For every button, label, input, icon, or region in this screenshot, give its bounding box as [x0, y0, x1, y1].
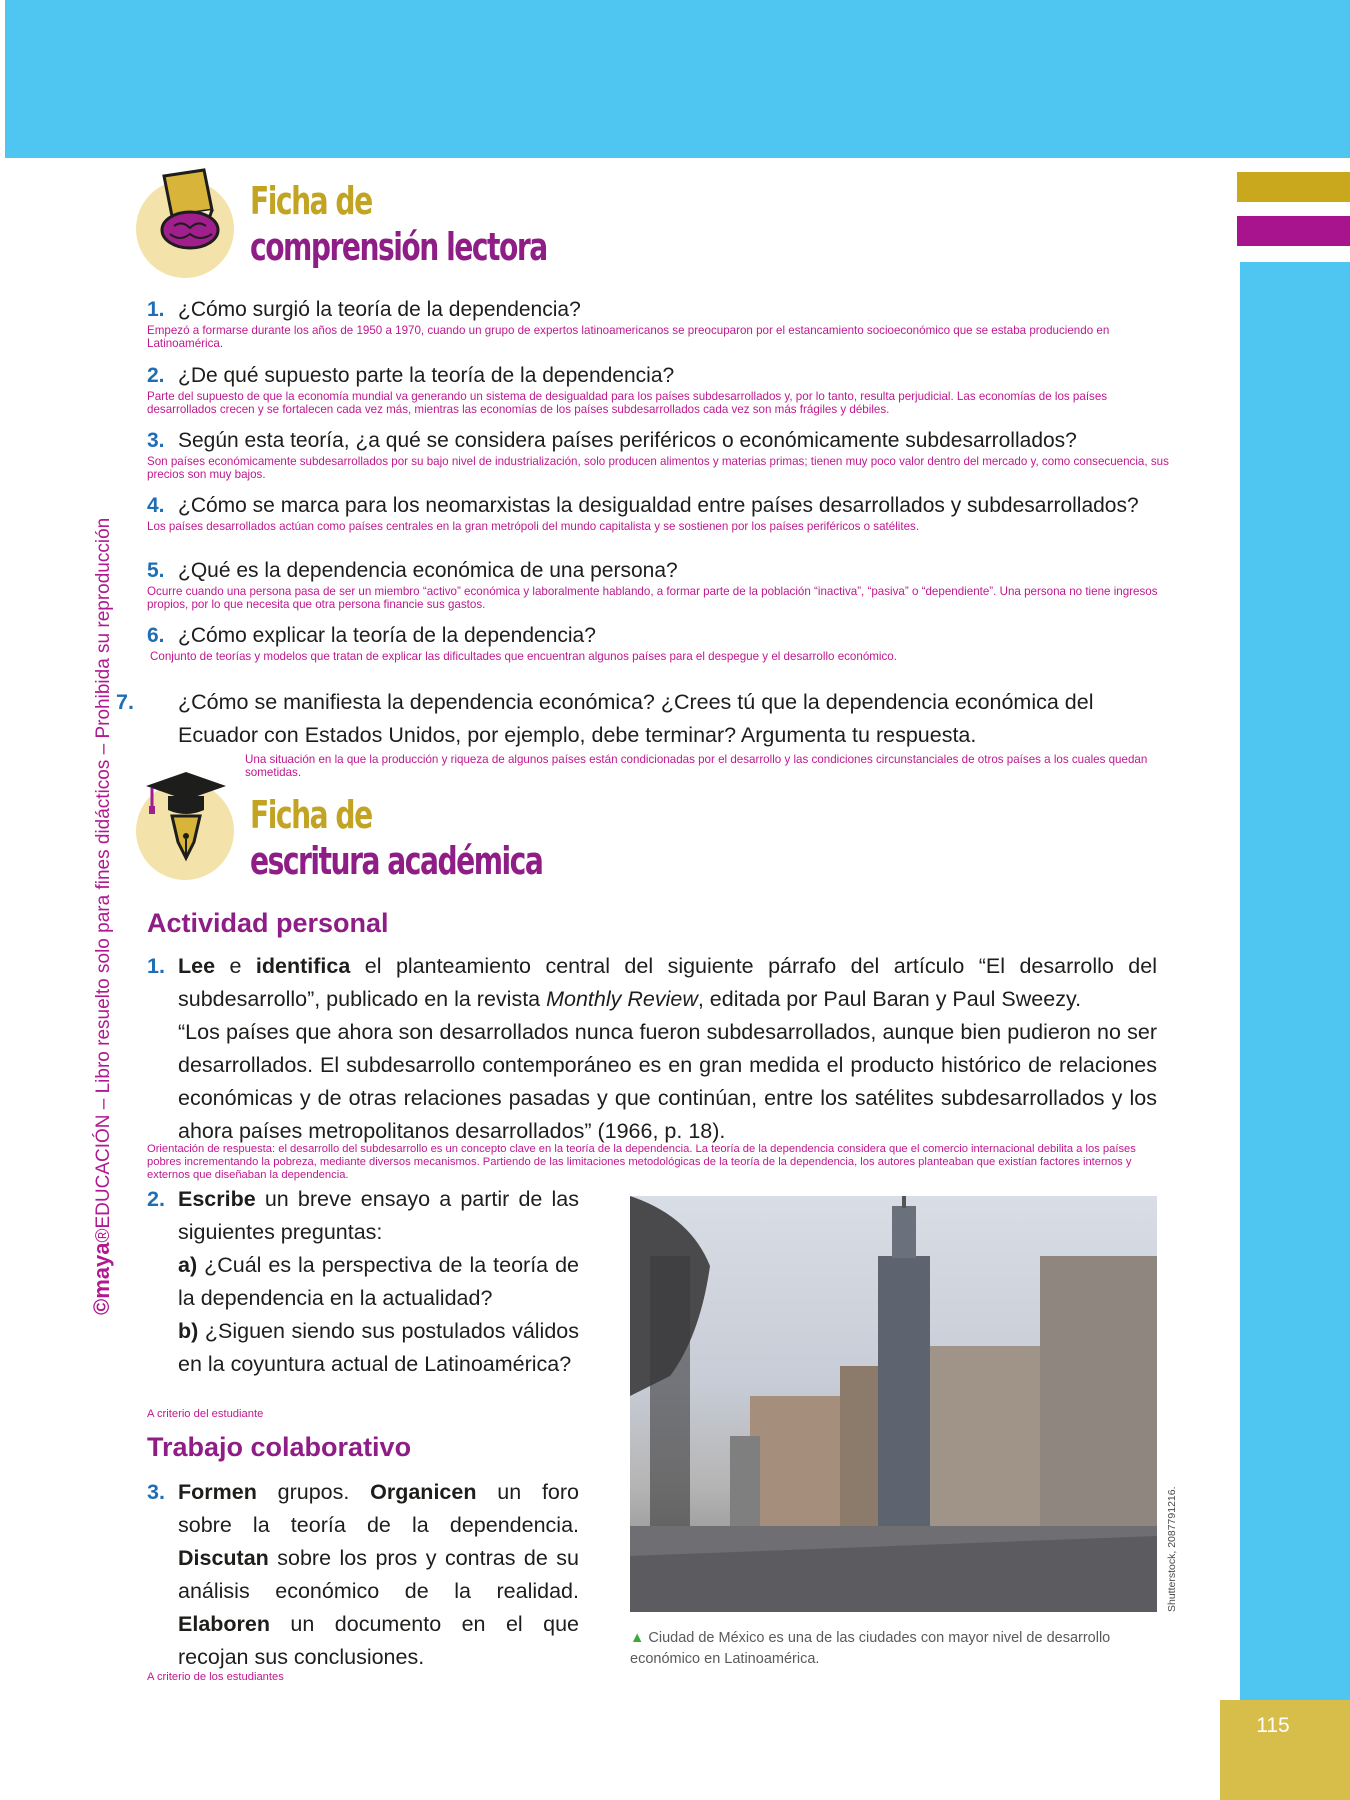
section-title-line2: escritura académica [250, 839, 543, 883]
answer-item-3: A criterio de los estudiantes [147, 1671, 284, 1683]
book-brain-icon [146, 162, 246, 262]
question-text: ¿Cómo surgió la teoría de la dependencia? [178, 298, 581, 321]
side-magenta-bar [1237, 216, 1350, 246]
answer-item-2: A criterio del estudiante [147, 1408, 264, 1420]
item-number: 1. [147, 954, 165, 978]
activity-item-1 [147, 950, 1157, 1148]
section-title-line2: comprensión lectora [250, 225, 547, 269]
copyright-text: ®EDUCACIÓN – Libro resuelto solo para fines didácticos – Prohibida su reproducción [93, 517, 114, 1243]
city-photo [630, 1196, 1157, 1612]
heading-actividad-personal: Actividad personal [147, 908, 389, 938]
sub-label-b: b) [178, 1319, 199, 1343]
quote-paragraph: “Los países que ahora son desarrollados nunca fueron subdesarrollados, aunque bien pudieron no ser desarrollados. El subdesarrollo contemporáneo es en gran medida el producto histórico de relaciones económicas y de otras relaciones pasadas y que continúan, entre los satélites subdesarrollados y los ahora países metropolitanos desarrollados” (1966, p. 18). [178, 1020, 1157, 1143]
item-text: sobre los pros y contras de su análisis económico de la realidad. [178, 1546, 579, 1603]
sub-text-b: ¿Siguen siendo sus postulados válidos en la coyuntura actual de Latinoamérica? [178, 1319, 579, 1376]
item-text: un documento en el que recojan sus conclusiones. [178, 1612, 579, 1669]
caption-text: Ciudad de México es una de las ciudades con mayor nivel de desarrollo económico en Latinoamérica. [630, 1630, 1111, 1667]
question-text: Según esta teoría, ¿a qué se considera países periféricos o económicamente subdesarrollados? [178, 429, 1077, 452]
question-number: 1. [147, 298, 165, 321]
sub-question-b [147, 1315, 579, 1381]
question-text: ¿Cómo se marca para los neomarxistas la desigualdad entre países desarrollados y subdesarrollados? [178, 494, 1139, 517]
mexico-city-skyline-image [630, 1196, 1157, 1612]
item-text: grupos. [256, 1480, 371, 1504]
activity-item-2 [147, 1183, 579, 1381]
side-blue-band [1240, 262, 1350, 1700]
item-text: el planteamiento central del siguiente párrafo del artículo “El desarrollo del subdesarrollo”, publicado en la revista [178, 954, 1157, 1011]
item-number: 2. [147, 1187, 165, 1211]
answer-text: Parte del supuesto de que la economía mundial va generando un sistema de desigualdad para los países subdesarrollados y, por lo tanto, resulta perjudicial. Las economías de los países desarrollados crecen y se fortalecen cada vez más, mientras las economías de los países subdesarrollados cada vez son más frágiles y débiles. [147, 390, 1108, 416]
verb-escribe: Escribe [178, 1187, 256, 1211]
answer-text: Empezó a formarse durante los años de 1950 a 1970, cuando un grupo de expertos latinoamericanos se preocuparon por el estancamiento socioeconómico que se estaba produciendo en Latinoamérica. [147, 324, 1110, 350]
verb-lee: Lee [178, 954, 216, 978]
question-3 [147, 428, 1177, 481]
question-text: ¿Cómo se manifiesta la dependencia económica? ¿Crees tú que la dependencia económica del Ecuador con Estados Unidos, por ejemplo, debe terminar? Argumenta tu respuesta. [178, 690, 1094, 747]
top-band-edge [0, 0, 5, 158]
question-number: 2. [147, 364, 165, 387]
sub-text-a: ¿Cuál es la perspectiva de la teoría de la dependencia en la actualidad? [178, 1253, 579, 1310]
activity-item-3 [147, 1476, 579, 1674]
question-number: 4. [147, 494, 165, 517]
photo-credit: Shutterstock, 2087791216. [1166, 1486, 1178, 1612]
verb-organicen: Organicen [370, 1480, 477, 1504]
verb-identifica: identifica [255, 954, 351, 978]
brand-mark: ©maya [89, 1242, 114, 1315]
graduation-cap-pen-icon [144, 766, 244, 866]
verb-elaboren: Elaboren [178, 1612, 270, 1636]
caption-triangle-icon: ▲ [630, 1630, 645, 1646]
question-text: ¿Qué es la dependencia económica de una persona? [178, 559, 678, 582]
question-1 [147, 297, 1177, 350]
photo-caption [630, 1628, 1157, 1670]
question-number: 7. [116, 690, 134, 714]
question-5 [147, 558, 1177, 611]
answer-text: Ocurre cuando una persona pasa de ser un miembro “activo” económica y laboralmente hablando, a formar parte de la población “inactiva”, “pasiva” o “dependiente”. Una persona no tiene ingresos propios, por lo que necesita que otra persona financie sus gastos. [147, 585, 1158, 611]
question-text: ¿De qué supuesto parte la teoría de la dependencia? [178, 364, 675, 387]
answer-text: Son países económicamente subdesarrollados por su bajo nivel de industrialización, solo producen alimentos y materias primas; tienen muy poco valor dentro del mercado y, como consecuencia, sus precios son muy bajos. [147, 455, 1169, 481]
question-7 [116, 686, 1172, 779]
answer-text: Conjunto de teorías y modelos que tratan de explicar las dificultades que encuentran algunos países para el despegue y el desarrollo económico. [150, 650, 897, 663]
question-number: 6. [147, 624, 165, 647]
section-title-line1: Ficha de [250, 179, 372, 223]
answer-text: Una situación en la que la producción y riqueza de algunos países están condicionadas por el desarrollo y las condiciones circunstanciales de otros países a los cuales quedan sometidas. [245, 753, 1148, 779]
question-2 [147, 363, 1177, 416]
section-title [250, 792, 645, 884]
side-gold-bar [1237, 172, 1350, 202]
section-title-line1: Ficha de [250, 793, 372, 837]
question-4 [147, 493, 1177, 533]
verb-formen: Formen [178, 1480, 257, 1504]
question-6 [147, 623, 1177, 663]
section-title [250, 178, 651, 270]
question-number: 5. [147, 559, 165, 582]
top-color-band [0, 0, 1350, 158]
answer-item-1: Orientación de respuesta: el desarrollo del subdesarrollo es un concepto clave en la teoría de la dependencia. La teoría de la dependencia considera que el comercio internacional debilita a los países pobres incrementando la pobreza, mediante diversos mecanismos. Partiendo de las limitaciones metodológicas de la teoría de la dependencia, los autores planteaban que existían factores internos y externos que diseñaban la dependencia. [147, 1143, 1136, 1181]
sub-label-a: a) [178, 1253, 198, 1277]
item-text: un breve ensayo a partir de las siguientes preguntas: [178, 1187, 579, 1244]
sub-question-a [147, 1249, 579, 1315]
item-text-end: , editada por Paul Baran y Paul Sweezy. [697, 987, 1082, 1011]
question-number: 3. [147, 429, 165, 452]
verb-discutan: Discutan [178, 1546, 269, 1570]
copyright-side-note [90, 495, 114, 1315]
journal-name: Monthly Review [546, 987, 698, 1011]
item-text: un foro sobre la teoría de la dependencia. [178, 1480, 579, 1537]
page-number: 115 [1256, 1714, 1290, 1737]
heading-trabajo-colaborativo: Trabajo colaborativo [147, 1432, 412, 1462]
answer-text: Los países desarrollados actúan como países centrales en la gran metrópoli del mundo capitalista y se sostienen por los países periféricos o satélites. [147, 520, 920, 533]
conjunction: e [215, 954, 256, 978]
item-number: 3. [147, 1480, 165, 1504]
question-text: ¿Cómo explicar la teoría de la dependencia? [178, 624, 596, 647]
